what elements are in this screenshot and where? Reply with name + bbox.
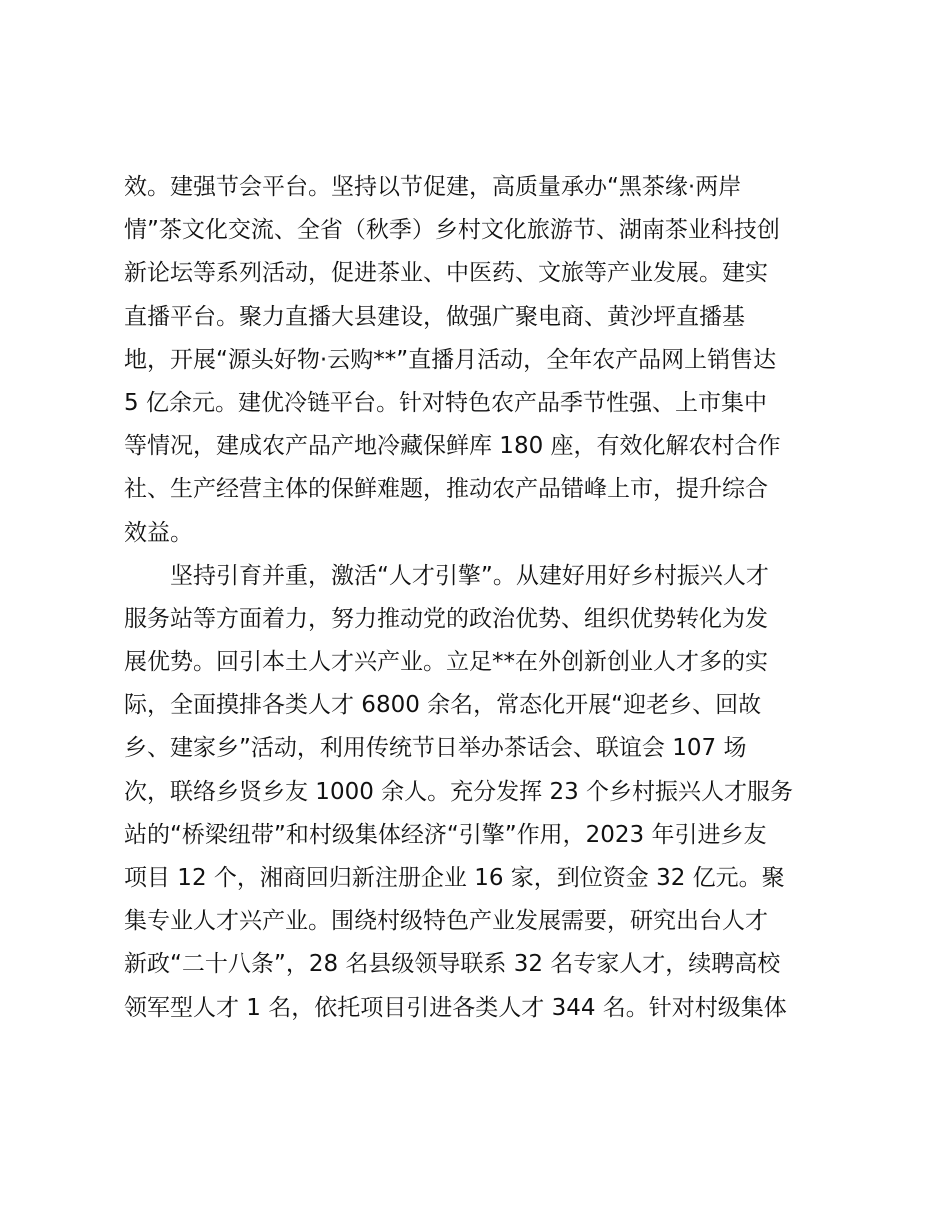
text-line: 等情况，建成农产品产地冷藏保鲜库 180 座，有效化解农村合作: [124, 433, 781, 460]
text-line: 次，联络乡贤乡友 1000 余人。充分发挥 23 个乡村振兴人才服务: [124, 778, 794, 805]
text-line: 领军型人才 1 名，依托项目引进各类人才 344 名。针对村级集体: [124, 994, 787, 1021]
text-line: 情”茶文化交流、全省（秋季）乡村文化旅游节、湖南茶业科技创: [124, 217, 780, 244]
text-line: 展优势。回引本土人才兴产业。立足**在外创新创业人才多的实: [124, 649, 768, 676]
text-line: 站的“桥梁纽带”和村级集体经济“引擎”作用，2023 年引进乡友: [124, 821, 767, 848]
text-line: 乡、建家乡”活动，利用传统节日举办茶话会、联谊会 107 场: [124, 735, 747, 762]
text-line: 社、生产经营主体的保鲜难题，推动农产品错峰上市，提升综合: [124, 476, 768, 503]
text-line: 5 亿余元。建优冷链平台。针对特色农产品季节性强、上市集中: [124, 389, 767, 416]
text-line: 项目 12 个，湘商回归新注册企业 16 家，到位资金 32 亿元。聚: [124, 865, 785, 891]
body-text: [124, 166, 844, 1030]
text-line: 服务站等方面着力，努力推动党的政治优势、组织优势转化为发: [124, 605, 768, 632]
text-line: 际，全面摸排各类人才 6800 余名，常态化开展“迎老乡、回故: [124, 692, 762, 719]
text-line: 直播平台。聚力直播大县建设，做强广聚电商、黄沙坪直播基: [124, 303, 745, 330]
text-line: 效益。: [124, 519, 193, 546]
text-line: 地，开展“源头好物·云购**”直播月活动，全年农产品网上销售达: [124, 346, 777, 373]
text-line: 新论坛等系列活动，促进茶业、中医药、文旅等产业发展。建实: [124, 260, 768, 287]
text-line: 集专业人才兴产业。围绕村级特色产业发展需要，研究出台人才: [124, 908, 768, 935]
text-line: 新政“二十八条”，28 名县级领导联系 32 名专家人才，续聘高校: [124, 951, 781, 978]
text-line: 坚持引育并重，激活“人才引擎”。从建好用好乡村振兴人才: [124, 562, 769, 589]
text-line: 效。建强节会平台。坚持以节促建，高质量承办“黑茶缘·两岸: [124, 174, 742, 200]
